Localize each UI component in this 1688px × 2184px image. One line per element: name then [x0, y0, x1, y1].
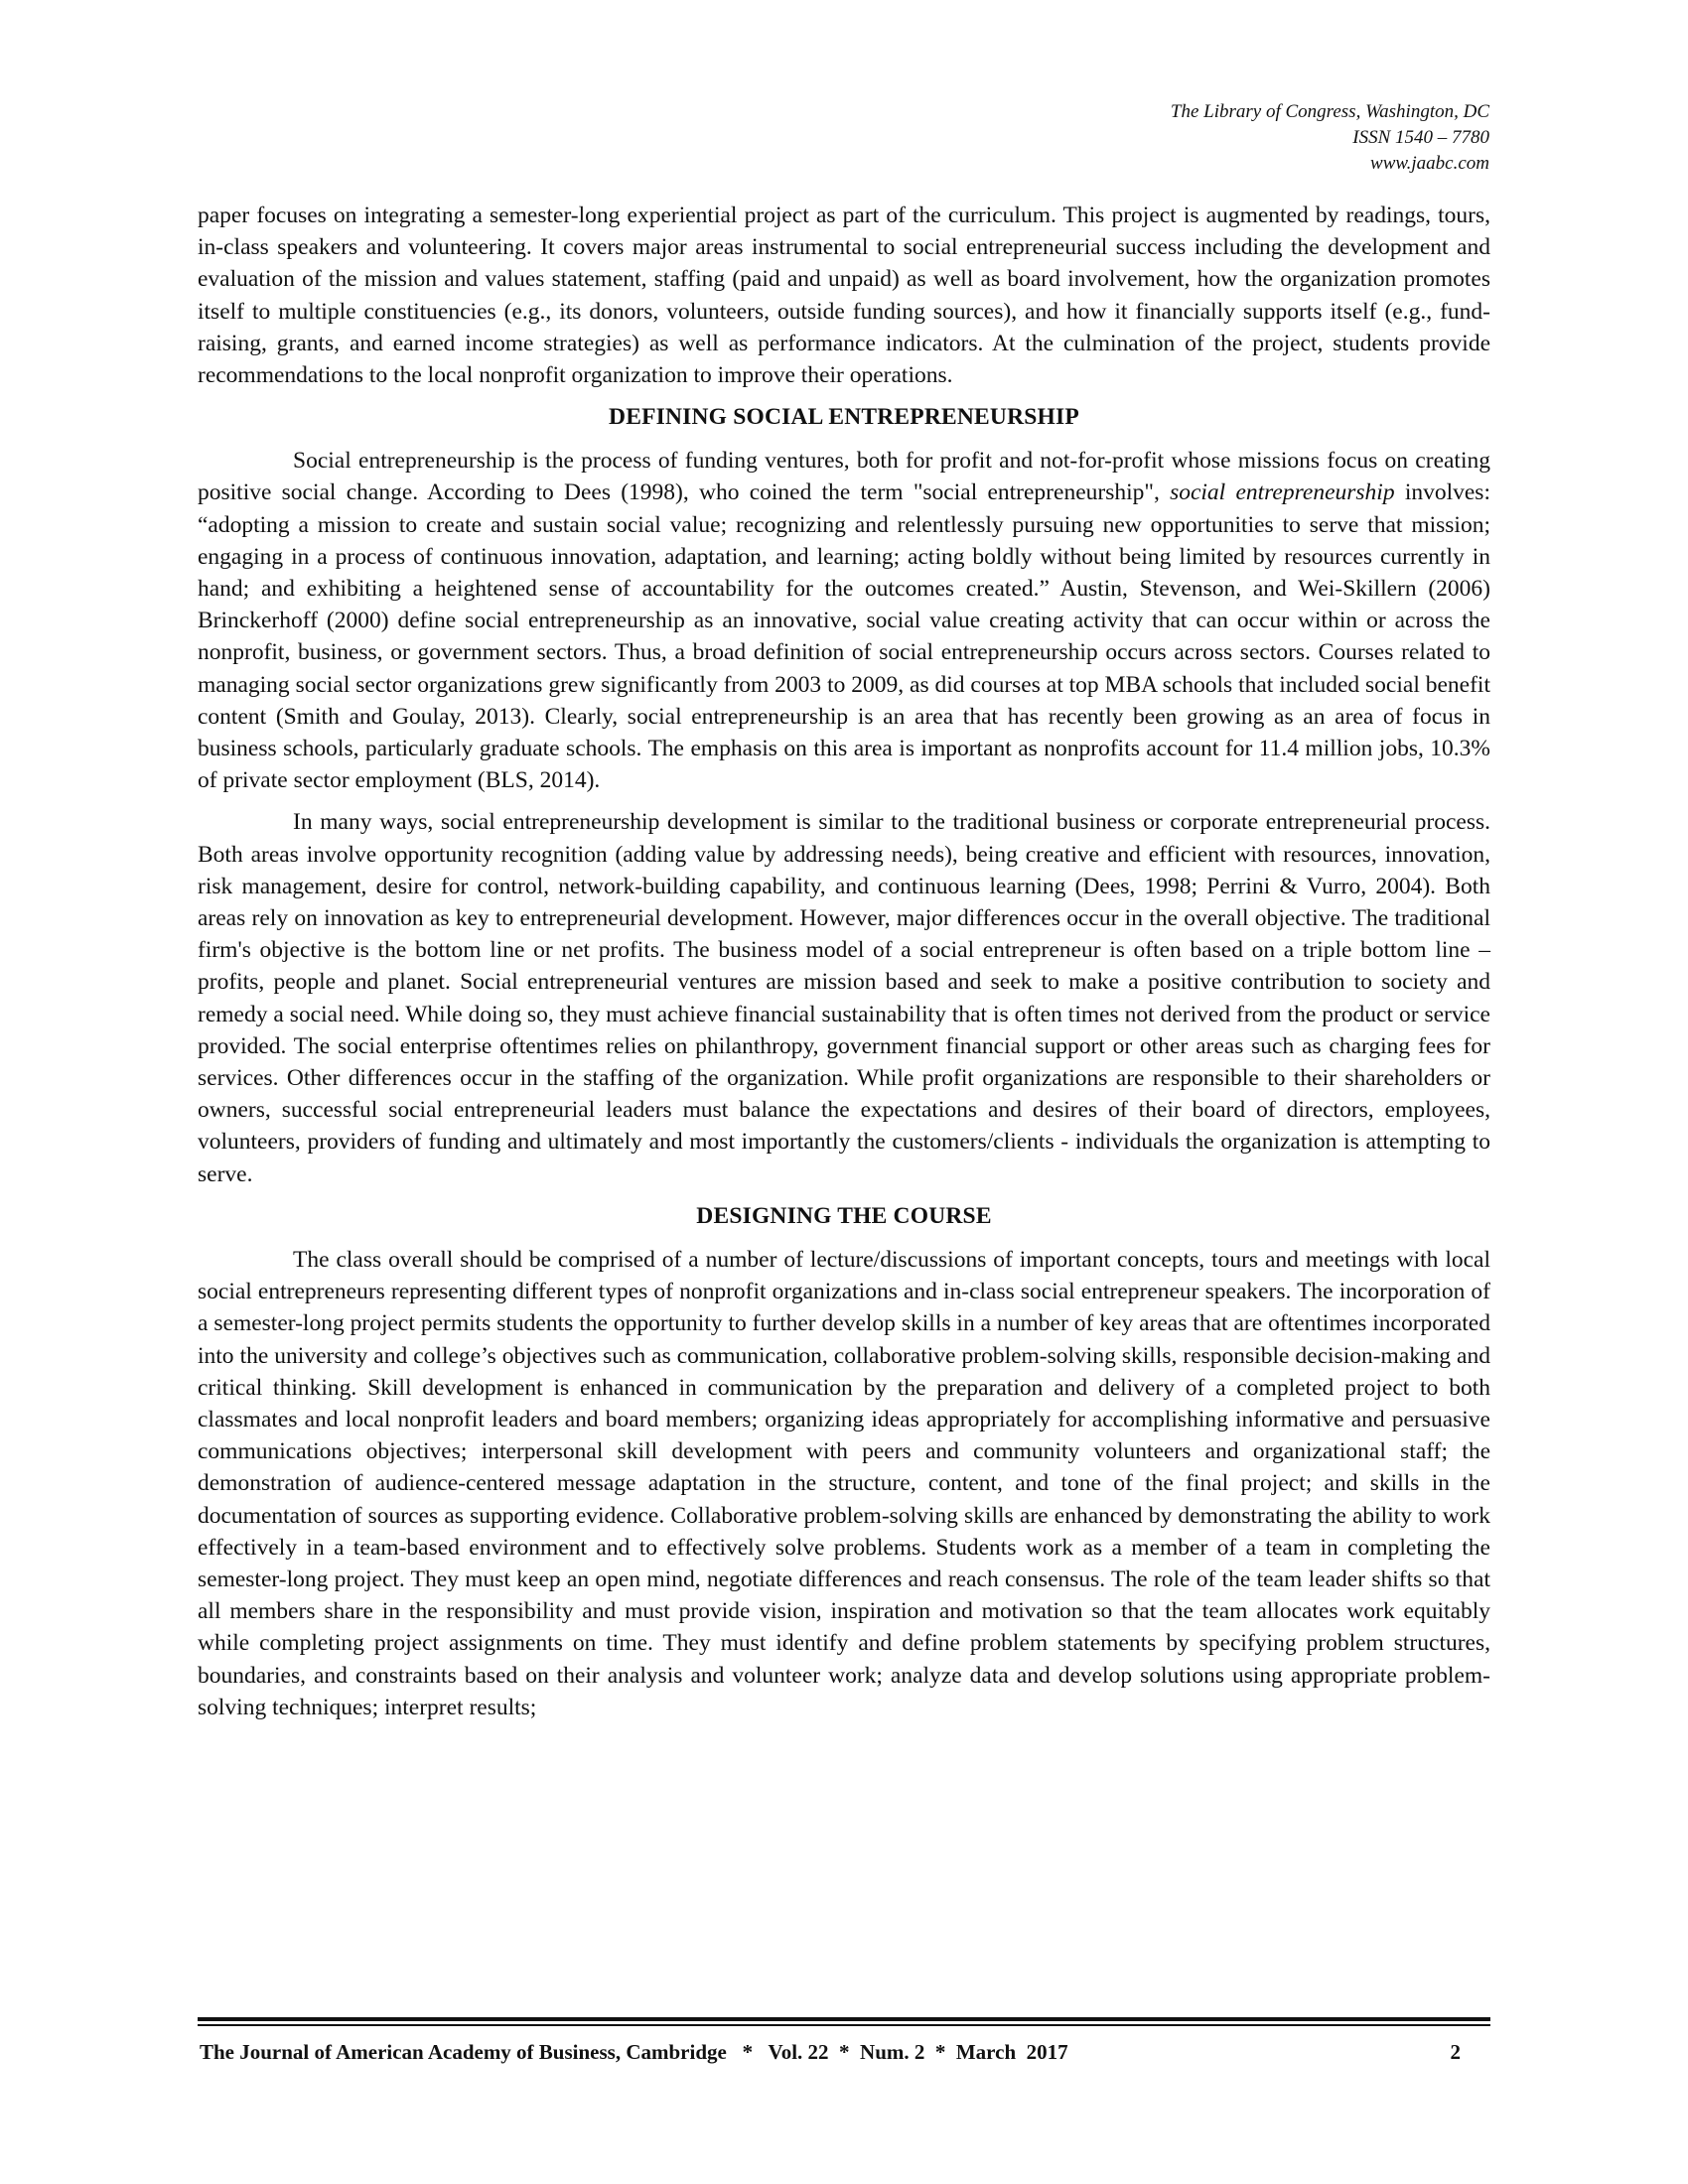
header-website: www.jaabc.com	[1370, 153, 1489, 174]
paragraph-course-design: The class overall should be comprised of a number of lecture/discussions of important concepts, tours and meetings with local social entrepreneurs representing different types of nonprofit organizations and in-class social entrepreneur speakers. The incorporation of a semester-long project permits students the opportunity to further develop skills in a number of key areas that are oftentimes incorporated into the university and college’s objectives such as communication, collaborative problem-solving skills, responsible decision-making and critical thinking. Skill development is enhanced in communication by the preparation and delivery of a completed project to both classmates and local nonprofit leaders and board members; organizing ideas appropriately for accomplishing informative and persuasive communications objectives; interpersonal skill development with peers and community volunteers and organizational staff; the demonstration of audience-centered message adaptation in the structure, content, and tone of the final project; and skills in the documentation of sources as supporting evidence. Collaborative problem-solving skills are enhanced by demonstrating the ability to work effectively in a team-based environment and to effectively solve problems. Students work as a member of a team in completing the semester-long project. They must keep an open mind, negotiate differences and reach consensus. The role of the team leader shifts so that all members share in the responsibility and must provide vision, inspiration and motivation so that the team allocates work equitably while completing project assignments on time. They must identify and define problem statements by specifying problem structures, boundaries, and constraints based on their analysis and volunteer work; analyze data and develop solutions using appropriate problem-solving techniques; interpret results;	[198, 1246, 1490, 1720]
header-issn: ISSN 1540 – 7780	[1352, 127, 1489, 148]
footer-rule-thin	[198, 2024, 1490, 2026]
page-number: 2	[1450, 2040, 1461, 2064]
paragraph-text: Social entrepreneurship is the process of funding ventures, both for profit and not-for-profit whose missions focus on creating positive social change. According to Dees (1998), who coined the term "social entrepreneurship",	[198, 448, 1490, 506]
footer-journal-citation: The Journal of American Academy of Business, Cambridge * Vol. 22 * Num. 2 * March 2017	[200, 2040, 1068, 2064]
body-text	[198, 200, 1490, 1733]
italic-term: social entrepreneurship	[1170, 479, 1395, 506]
paragraph-text: involves: “adopting a mission to create and sustain social value; recognizing and relentlessly pursuing new opportunities to serve that mission; engaging in a process of continuous innovation, adaptation, and learning; acting boldly without being limited by resources currently in hand; and exhibiting a heightened sense of accountability for the outcomes created.” Austin, Stevenson, and Wei-Skillern (2006) Brinckerhoff (2000) define social entrepreneurship as an innovative, social value creating activity that can occur within or across the nonprofit, business, or government sectors. Thus, a broad definition of social entrepreneurship occurs across sectors. Courses related to managing social sector organizations grew significantly from 2003 to 2009, as did courses at top MBA schools that included social benefit content (Smith and Goulay, 2013). Clearly, social entrepreneurship is an area that has recently been growing as an area of focus in business schools, particularly graduate schools. The emphasis on this area is important as nonprofits account for 11.4 million jobs, 10.3% of private sector employment (BLS, 2014).	[198, 479, 1490, 794]
running-header	[1171, 99, 1489, 177]
paragraph-definition	[198, 445, 1490, 796]
section-heading-designing: DESIGNING THE COURSE	[696, 1202, 992, 1229]
running-footer	[200, 2035, 1461, 2069]
paragraph-comparison: In many ways, social entrepreneurship development is similar to the traditional business or corporate entrepreneurial process. Both areas involve opportunity recognition (adding value by addressing needs), being creative and efficient with resources, innovation, risk management, desire for control, network-building capability, and continuous learning (Dees, 1998; Perrini & Vurro, 2004). Both areas rely on innovation as key to entrepreneurial development. However, major differences occur in the overall objective. The traditional firm's objective is the bottom line or net profits. The business model of a social entrepreneur is often based on a triple bottom line – profits, people and planet. Social entrepreneurial ventures are mission based and seek to make a positive contribution to society and remedy a social need. While doing so, they must achieve financial sustainability that is often times not derived from the product or service provided. The social enterprise oftentimes relies on philanthropy, government financial support or other areas such as charging fees for services. Other differences occur in the staffing of the organization. While profit organizations are responsible to their shareholders or owners, successful social entrepreneurial leaders must balance the expectations and desires of their board of directors, employees, volunteers, providers of funding and ultimately and most importantly the customers/clients - individuals the organization is attempting to serve.	[198, 809, 1490, 1187]
footer-rule-thick	[198, 2017, 1490, 2021]
section-heading-defining: DEFINING SOCIAL ENTREPRENEURSHIP	[609, 404, 1079, 431]
header-publisher: The Library of Congress, Washington, DC	[1170, 101, 1489, 122]
intro-paragraph: paper focuses on integrating a semester-long experiential project as part of the curriculum. This project is augmented by readings, tours, in-class speakers and volunteering. It covers major areas instrumental to social entrepreneurial success including the development and evaluation of the mission and values statement, staffing (paid and unpaid) as well as board involvement, how the organization promotes itself to multiple constituencies (e.g., its donors, volunteers, outside funding sources), and how it financially supports itself (e.g., fund-raising, grants, and earned income strategies) as well as performance indicators. At the culmination of the project, students provide recommendations to the local nonprofit organization to improve their operations.	[198, 203, 1490, 389]
